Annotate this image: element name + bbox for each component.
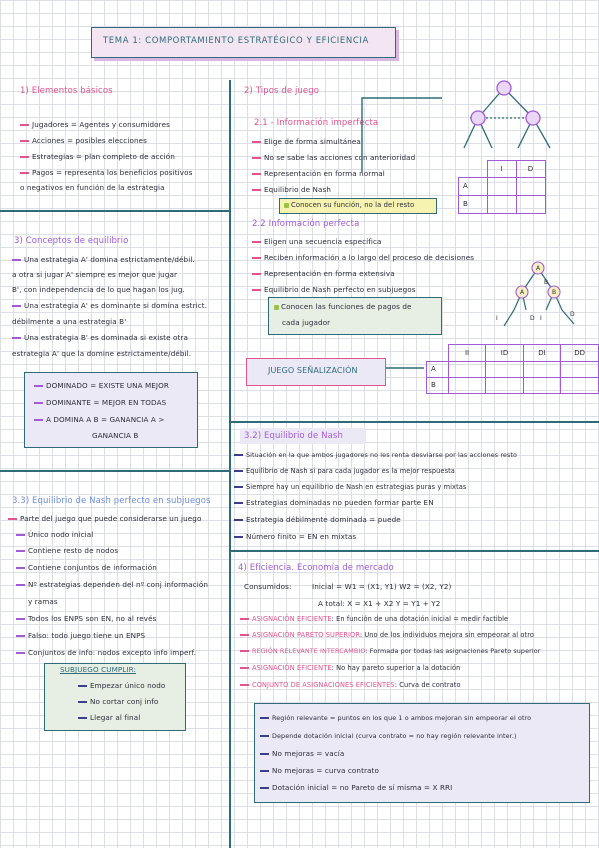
- game-tree-perfect: [470, 258, 590, 338]
- section-33-heading: 3.3) Equilibrio de Nash perfecto en subjuegos: [12, 496, 211, 506]
- s3-line: Una estrategia A' es dominante si domina estrict.: [12, 301, 207, 311]
- s21-line: Representación en forma normal: [252, 169, 385, 179]
- def-line: ASIGNACIÓN PARETO SUPERIOR: Uno de los individuos mejora sin empeorar al otro: [240, 630, 534, 640]
- consumidos-label: Consumidos:: [244, 582, 292, 591]
- initial-endowment: Inicial = W1 = (X1, Y1) W2 = (X2, Y2): [312, 582, 452, 591]
- s1-line: Estrategias = plan completo de acción: [20, 152, 175, 162]
- divider-right-2: [229, 550, 599, 552]
- s33-line: Único nodo inicial: [16, 530, 93, 540]
- s3-line: débilmente a una estrategia B': [12, 317, 127, 326]
- signal-arrow: [384, 352, 426, 382]
- s21-line: Elige de forma simultánea: [252, 137, 361, 147]
- s32-line: Número finito = EN en mixtas: [234, 532, 356, 542]
- def-line: ASIGNACIÓN EFICIENTE: No hay pareto superior a la dotación: [240, 663, 460, 673]
- efficiency-line: Región relevante = puntos en los que 1 o ambos mejoran sin empeorar el otro: [260, 713, 531, 723]
- section-1-heading: 1) Elementos básicos: [20, 86, 113, 96]
- s3-line: Una estrategia A' domina estrictamente/débil.: [12, 255, 195, 265]
- s33-line: Nº estrategias dependen del nº conj información: [16, 580, 208, 590]
- s32-line: Estrategias dominadas no pueden formar parte EN: [234, 498, 434, 508]
- subgame-line: Empezar único nodo: [78, 681, 165, 691]
- sub2-note-line: cada jugador: [282, 318, 331, 327]
- s21-line: No se sabe las acciones con anterioridad: [252, 153, 415, 163]
- s3-line: B', con independencia de lo que hagan los jug.: [12, 285, 185, 294]
- s1-line: o negativos en función de la estrategia: [20, 183, 165, 192]
- section-3-heading: 3) Conceptos de equilibrio: [14, 236, 129, 246]
- efficiency-line: No mejoras = vacía: [260, 749, 344, 759]
- tree2-label: D: [530, 315, 535, 322]
- s1-line: Pagos = representa los beneficios positivos: [20, 168, 192, 178]
- def-line: REGIÓN RELEVANTE INTERCAMBIO: Formada por todas las asignaciones Pareto superior: [240, 646, 540, 656]
- dominance-line: GANANCIA B: [92, 431, 139, 440]
- connector-line: [360, 94, 444, 174]
- signal-game-label: JUEGO SEÑALIZACIÓN: [268, 366, 358, 375]
- section-2-heading: 2) Tipos de juego: [244, 86, 320, 96]
- matrix2-col: II: [448, 345, 485, 362]
- efficiency-line: Depende dotación inicial (curva contrato = no hay región relevante inter.): [260, 731, 517, 741]
- s22-line: Eligen una secuencia específica: [252, 237, 382, 247]
- s3-line: estrategia A' que la domine estrictamente/débil.: [12, 349, 192, 358]
- s33-line: y ramas: [28, 597, 58, 606]
- s1-line: Jugadores = Agentes y consumidores: [20, 120, 170, 130]
- s3-line: a otra si jugar A' siempre es mejor que jugar: [12, 270, 178, 279]
- efficiency-line: No mejoras = curva contrato: [260, 766, 379, 776]
- matrix2-row: A: [427, 361, 449, 377]
- payoff-matrix-1: [458, 160, 546, 214]
- dominance-line: A DOMINA A B = GANANCIA A >: [34, 415, 164, 425]
- s32-line: Siempre hay un equilibrio de Nash en estrategias puras y mixtas: [234, 482, 466, 492]
- s33-line: Todos los ENPS son EN, no al revés: [16, 614, 157, 624]
- s3-line: Una estrategia B' es dominada si existe otra: [12, 333, 188, 343]
- section-22-heading: 2.2 Información perfecta: [252, 219, 360, 229]
- sub1-note: Conocen su función, no la del resto: [284, 200, 414, 210]
- s33-line: Contiene conjuntos de información: [16, 563, 157, 573]
- section-4-heading: 4) Eficiencia. Economía de mercado: [238, 563, 394, 573]
- divider-right-1: [229, 421, 599, 423]
- s33-line: Conjuntos de info: nodos excepto info imperf.: [16, 648, 196, 658]
- matrix1-row: B: [459, 195, 488, 213]
- efficiency-line: Dotación inicial = no Pareto de sí misma = X RRI: [260, 783, 452, 793]
- payoff-matrix-2: [426, 344, 599, 394]
- divider-left-1: [0, 210, 229, 212]
- total-endowment: A total: X = X1 + X2 Y = Y1 + Y2: [318, 599, 441, 608]
- matrix1-row: A: [459, 177, 488, 195]
- def-line: ASIGNACIÓN EFICIENTE: En función de una dotación inicial = medir factible: [240, 614, 508, 624]
- s22-line: Reciben información a lo largo del proceso de decisiones: [252, 253, 474, 263]
- section-32-heading: 3.2) Equilibrio de Nash: [244, 431, 343, 441]
- tree2-label: B: [552, 289, 557, 296]
- dominance-line: DOMINADO = EXISTE UNA MEJOR: [34, 381, 169, 391]
- tree2-label: I: [540, 315, 542, 322]
- matrix1-col: I: [487, 161, 516, 178]
- sub2-note-line: Conocen las funciones de pagos de: [274, 302, 412, 312]
- matrix2-col: DD: [561, 345, 599, 362]
- matrix2-col: ID: [486, 345, 524, 362]
- matrix2-row: B: [427, 377, 449, 393]
- subgame-box-title: SUBJUEGO CUMPLIR:: [60, 665, 137, 674]
- s33-intro: Parte del juego que puede considerarse un juego: [8, 514, 201, 524]
- divider-left-2: [0, 470, 229, 472]
- tree2-label: D: [570, 311, 575, 318]
- s21-line: Equilibrio de Nash: [252, 185, 331, 195]
- subgame-line: Llegar al final: [78, 713, 140, 723]
- tree2-label: B: [544, 279, 549, 286]
- s32-line: Situación en la que ambos jugadores no les renta desviarse por las acciones resto: [234, 450, 517, 460]
- matrix2-col: DI: [523, 345, 561, 362]
- s33-line: Contiene resto de nodos: [16, 546, 118, 556]
- tree2-label: A: [520, 289, 525, 296]
- matrix1-col: D: [516, 161, 545, 178]
- s32-line: Estrategia débilmente dominada = puede: [234, 515, 401, 525]
- subgame-line: No cortar conj info: [78, 697, 158, 707]
- def-line: CONJUNTO DE ASIGNACIONES EFICIENTES: Curva de contrato: [240, 680, 461, 690]
- section-21-heading: 2.1 - Información imperfecta: [254, 118, 379, 128]
- page-title: TEMA 1: COMPORTAMIENTO ESTRATÉGICO Y EFICIENCIA: [103, 36, 369, 46]
- s32-line: Equilibrio de Nash si para cada jugador es la mejor respuesta: [234, 466, 455, 476]
- s22-line: Equilibrio de Nash perfecto en subjuegos: [252, 285, 416, 295]
- tree2-label: I: [496, 315, 498, 322]
- tree2-label: A: [536, 265, 541, 272]
- divider-vertical: [229, 80, 231, 848]
- s22-line: Representación en forma extensiva: [252, 269, 395, 279]
- s33-line: Falso: todo juego tiene un ENPS: [16, 631, 145, 641]
- dominance-line: DOMINANTE = MEJOR EN TODAS: [34, 398, 166, 408]
- s1-line: Acciones = posibles elecciones: [20, 136, 147, 146]
